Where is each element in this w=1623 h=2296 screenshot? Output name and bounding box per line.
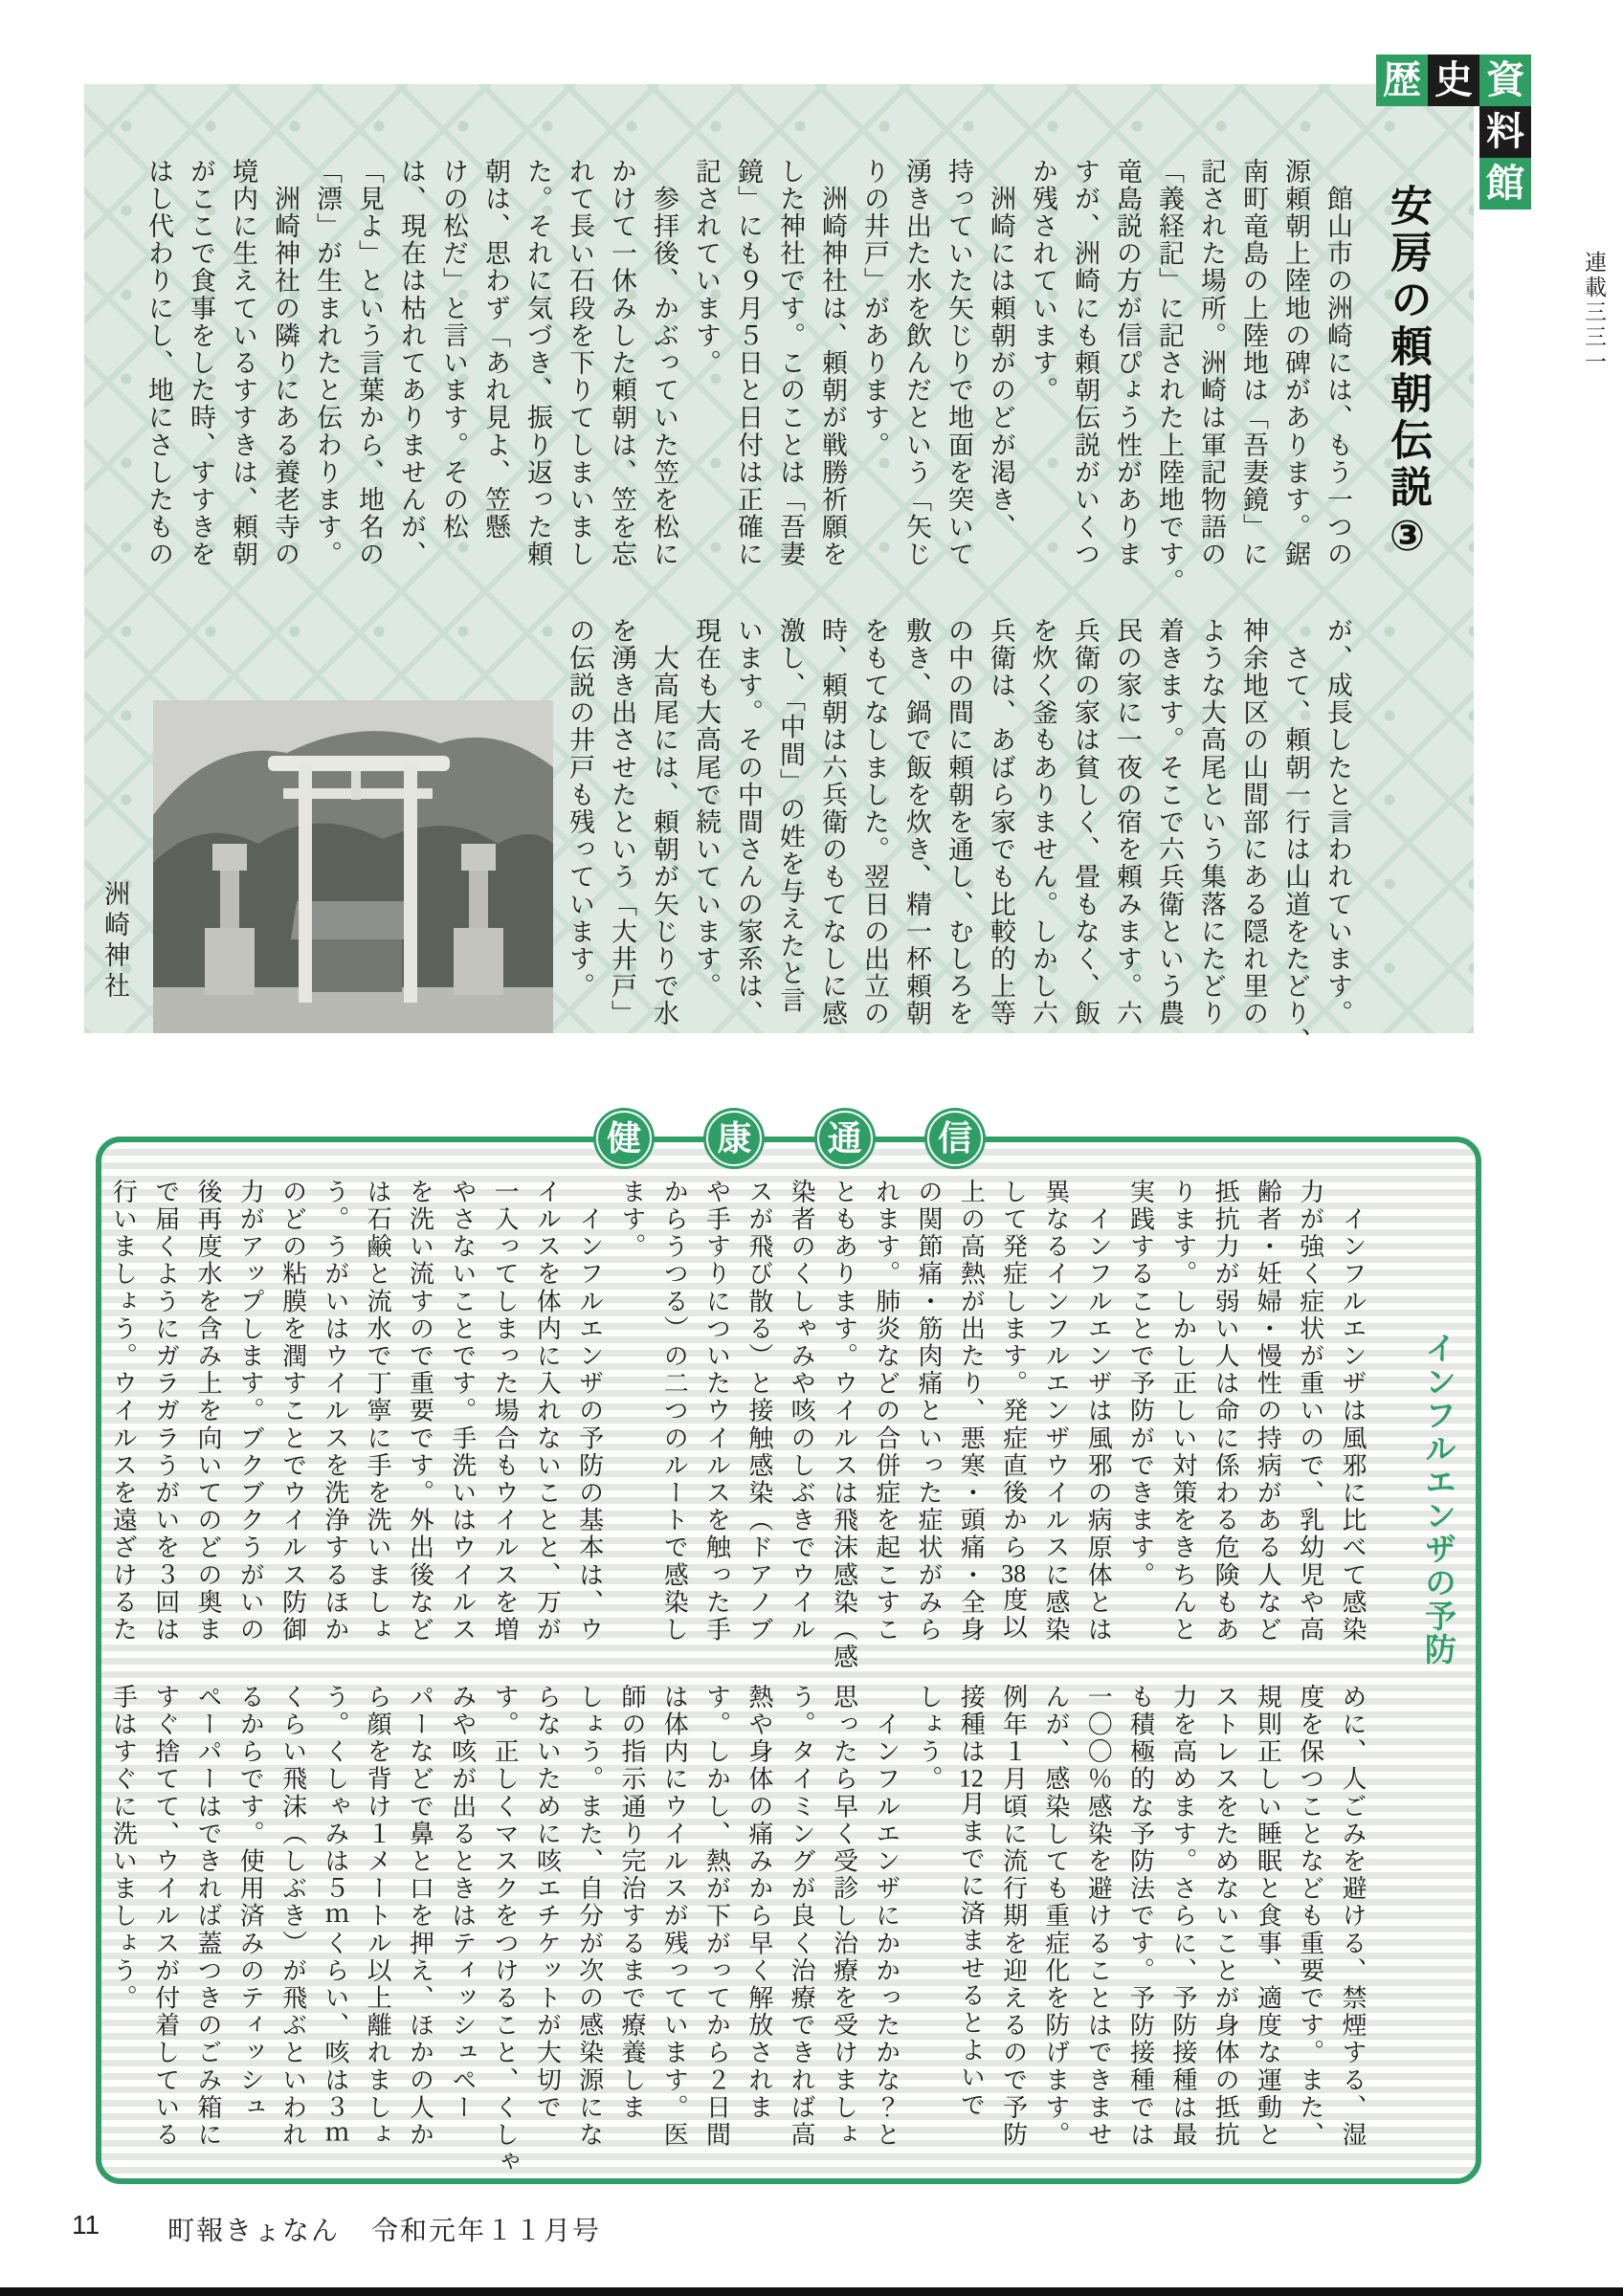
text-column: を炊く釜もありません。しかし六 <box>1029 617 1057 1027</box>
text-column: が、成長したと言われています。 <box>1323 617 1352 1027</box>
text-column: を洗い流すので重要です。外出後など <box>406 1179 434 1645</box>
text-column: 思ったら早く受診し治療を受けましょ <box>830 1684 858 2150</box>
health-article-title: インフルエンザの予防 <box>1421 1332 1456 1667</box>
text-column: 力が強く症状が重いので、乳幼児や高 <box>1296 1179 1324 1645</box>
text-column: 規則正しい睡眠と食事、適度な運動と <box>1254 1684 1282 2150</box>
text-column: 熱や身体の痛みから早く解放されま <box>745 1684 773 2122</box>
text-column: のどの粘膜を潤すことでウイルス防御 <box>278 1179 307 1645</box>
text-column: う。くしゃみは５ｍくらい、咳は３ｍ <box>321 1684 349 2150</box>
text-column: けの松だ」と言います。その松 <box>439 158 468 541</box>
photo-caption: 洲崎神社 <box>100 880 129 1003</box>
text-column: 館山市の洲崎には、もう一つの <box>1323 158 1352 568</box>
health-newsletter-header <box>593 1108 986 1171</box>
history-article-text-band-1 <box>138 158 1359 596</box>
text-column: 源頼朝上陸地の碑があります。鋸 <box>1281 158 1310 568</box>
text-column: さて、頼朝一行は山道をたどり、 <box>1281 617 1310 1055</box>
header-circle-char: 健 <box>593 1108 655 1169</box>
masthead-logo-char-4: 料 <box>1479 106 1531 158</box>
text-column: 記された場所。洲崎は軍記物語の <box>1197 158 1226 568</box>
masthead-logo-char-5: 館 <box>1479 158 1531 210</box>
text-column: 朝は、思わず「あれ見よ、笠懸 <box>481 158 510 541</box>
text-column: う。タイミングが良く治療できれば高 <box>788 1684 816 2150</box>
text-column: らないために咳エチケットが大切で <box>533 1684 562 2122</box>
text-column: 洲崎神社の隣りにある養老寺の <box>271 158 300 568</box>
photo-torii-right-pillar <box>404 763 417 1003</box>
text-column: ます。 <box>617 1179 646 1261</box>
text-column: 現在も大高尾で続いています。 <box>692 617 721 1001</box>
text-column: 抵抗力が弱い人は命に係わる危険もあ <box>1212 1179 1240 1645</box>
header-circle-char: 通 <box>814 1108 876 1169</box>
text-column: れます。肺炎などの合併症を起こすこ <box>872 1179 900 1645</box>
text-column: 洲崎神社は、頼朝が戦勝祈願を <box>818 158 847 568</box>
text-column: インフルエンザにかかったかな？と <box>872 1684 900 2150</box>
photo-torii-gakuzuka <box>351 771 361 800</box>
text-column: 竜島説の方が信ぴょう性がありま <box>1113 158 1142 568</box>
text-column: 上の高熱が出たり、悪寒・頭痛・全身 <box>957 1179 986 1645</box>
health-article-text-band-1 <box>100 1179 1373 1671</box>
text-column: インフルエンザは風邪に比べて感染 <box>1339 1179 1367 1645</box>
text-column: 記されています。 <box>692 158 721 377</box>
text-column: 接種は12月までに済ませるとよいで <box>957 1684 986 2120</box>
text-column: 「漂」が生まれたと伝わります。 <box>313 158 342 568</box>
text-column: ともあります。ウイルスは飛沫感染（感 <box>830 1179 858 1671</box>
text-column: はし代わりにし、地にさしたもの <box>145 158 173 568</box>
text-column: パーなどで鼻と口を押え、ほかの人か <box>406 1684 434 2150</box>
text-column: や手すりについたウイルスを触った手 <box>702 1179 731 1645</box>
text-column: からうつる）の二つのルートで感染し <box>660 1179 689 1645</box>
text-column: の中の間に頼朝を通し、むしろを <box>945 617 973 1027</box>
text-column: 神余地区の山間部にある隠れ里の <box>1239 617 1268 1027</box>
text-column: ら顔を背け１メートル以上離れましょ <box>364 1684 392 2150</box>
newsletter-name: 町報きょなん <box>167 2216 341 2245</box>
text-column: 齢者・妊婦・慢性の持病がある人など <box>1254 1179 1282 1645</box>
text-column: 「見よ」という言葉から、地名の <box>355 158 384 568</box>
text-column: りの井戸」があります。 <box>860 158 889 459</box>
text-column: くらい飛沫（しぶき）が飛ぶといわれ <box>278 1684 307 2150</box>
header-circle-char: 信 <box>924 1108 986 1169</box>
series-number-label: 連載三三一 <box>1582 251 1607 375</box>
text-column: を湧き出させたという「大井戸」 <box>608 617 636 1027</box>
text-column: れて長い石段を下りてしまいまし <box>566 158 594 568</box>
text-column: は石鹸と流水で丁寧に手を洗いましょ <box>364 1179 392 1645</box>
text-column: 持っていた矢じりで地面を突いて <box>945 158 973 568</box>
text-column: 力がアップします。ブクブクうがいの <box>236 1179 265 1645</box>
text-column: 手はすぐに洗いましょう。 <box>109 1684 138 2013</box>
text-column: がここで食事をした時、すすきを <box>187 158 215 568</box>
text-column: 南町竜島の上陸地は「吾妻鏡」に <box>1239 158 1268 568</box>
text-column: も積極的な予防法です。予防接種では <box>1126 1684 1155 2150</box>
text-column: 敷き、鍋で飯を炊き、精一杯頼朝 <box>902 617 931 1027</box>
text-column: すぐ捨てて、ウイルスが付着している <box>151 1684 180 2150</box>
text-column: るからです。使用済みのティッシュ <box>236 1684 265 2122</box>
text-column: 度を保つことなども重要です。また、 <box>1296 1684 1324 2150</box>
text-column: う。うがいはウイルスを洗浄するほか <box>321 1179 349 1645</box>
text-column: イルスを体内に入れないことと、万が <box>533 1179 562 1645</box>
text-column: インフルエンザの予防の基本は、ウ <box>575 1179 604 1645</box>
text-column: 行いましょう。ウイルスを遠ざけるた <box>109 1179 138 1645</box>
text-column: 師の指示通り完治するまで療養しま <box>617 1684 646 2122</box>
text-column: す。しかし、熱が下がってから２日間 <box>702 1684 731 2150</box>
text-column: で届くようにガラガラうがいを３回は <box>151 1179 180 1645</box>
text-column: して発症します。発症直後から38度以 <box>999 1179 1028 1642</box>
photo-shrine-body <box>306 939 402 992</box>
text-column: 「義経記」に記された上陸地です。 <box>1155 158 1184 596</box>
text-column: めに、人ごみを避ける、禁煙する、湿 <box>1339 1684 1367 2150</box>
text-column: か残されています。 <box>1029 158 1057 405</box>
text-column: は体内にウイルスが残っています。医 <box>660 1684 689 2150</box>
page-bottom-edge <box>0 2287 1623 2296</box>
text-column: は、現在は枯れてありませんが、 <box>397 158 426 568</box>
history-article-title: 安房の頼朝伝説③ <box>1384 184 1431 565</box>
photo-torii-top-lintel <box>268 756 450 771</box>
text-column: す。正しくマスクをつけること、くしゃ <box>491 1684 520 2176</box>
text-column: 染者のくしゃみや咳のしぶきでウイル <box>788 1179 816 1645</box>
text-column: 実践することで予防ができます。 <box>1126 1179 1155 1589</box>
text-column: 兵衛は、あばら家でも比較的上等 <box>987 617 1015 1027</box>
health-article-text-band-2 <box>100 1684 1373 2176</box>
photo-torii-left-pillar <box>299 763 312 1003</box>
text-column: 激し、「中間」の姓を与えたと言 <box>776 617 805 1015</box>
text-column: しょう。また、自分が次の感染源にな <box>575 1684 604 2150</box>
header-circle-char: 康 <box>703 1108 765 1169</box>
masthead-logo-char-2: 史 <box>1428 55 1479 106</box>
text-column: 湧き出た水を飲んだという「矢じ <box>902 158 931 568</box>
text-column: ペーパーはできれば蓋つきのごみ箱に <box>193 1684 222 2150</box>
text-column: 兵衛の家は貧しく、畳もなく、飯 <box>1071 617 1100 1027</box>
text-column: 鏡」にも９月５日と日付は正確に <box>734 158 763 568</box>
text-column: インフルエンザは風邪の病原体とは <box>1084 1179 1113 1645</box>
text-column: すが、洲崎にも頼朝伝説がいくつ <box>1071 158 1100 568</box>
masthead-logo-char-1: 歴 <box>1376 55 1428 106</box>
page-number: 11 <box>72 2210 100 2240</box>
text-column: 大高尾には、頼朝が矢じりで水 <box>650 617 678 1027</box>
text-column: た。それに気づき、振り返った頼 <box>523 158 552 568</box>
shrine-photo <box>153 700 553 1033</box>
text-column: 後再度水を含み上を向いてのどの奥ま <box>193 1179 222 1645</box>
text-column: ストレスをためないことが身体の抵抗 <box>1212 1684 1240 2150</box>
text-column: ります。しかし正しい対策をきちんと <box>1168 1179 1197 1645</box>
text-column: んが、感染しても重症化を防げます。 <box>1041 1684 1070 2150</box>
text-column: 民の家に一夜の宿を頼みます。六 <box>1113 617 1142 1027</box>
issue-label: 令和元年１１月号 <box>371 2216 602 2245</box>
text-column: 一〇〇％感染を避けることはできませ <box>1084 1684 1113 2150</box>
text-column: しょう。 <box>915 1684 944 1794</box>
history-article-text-band-2 <box>559 617 1359 1055</box>
text-column: スが飛び散る）と接触感染（ドアノブ <box>745 1179 773 1645</box>
text-column: した神社です。このことは「吾妻 <box>776 158 805 568</box>
text-column: をもてなしました。翌日の出立の <box>860 617 889 1027</box>
text-column: 洲崎には頼朝がのどが渇き、 <box>987 158 1015 541</box>
masthead-logo-char-3: 資 <box>1479 55 1531 106</box>
text-column: います。その中間さんの家系は、 <box>734 617 763 1027</box>
text-column: 着きます。そこで六兵衛という農 <box>1155 617 1184 1027</box>
text-column: かけて一休みした頼朝は、笠を忘 <box>608 158 636 568</box>
text-column: 例年１月頃に流行期を迎えるので予防 <box>999 1684 1028 2150</box>
text-column: 異なるインフルエンザウイルスに感染 <box>1041 1179 1070 1645</box>
text-column: 一入ってしまった場合もウイルスを増 <box>491 1179 520 1645</box>
text-column: やさないことです。手洗いはウイルス <box>448 1179 477 1645</box>
text-column: ような大高尾という集落にたどり <box>1197 617 1226 1027</box>
page-footer <box>0 2210 1623 2248</box>
text-column: 参拝後、かぶっていた笠を松に <box>650 158 678 568</box>
text-column: 時、頼朝は六兵衛のもてなしに感 <box>818 617 847 1027</box>
text-column: 境内に生えているすすきは、頼朝 <box>229 158 257 568</box>
text-column: みや咳が出るときはティッシュペー <box>448 1684 477 2122</box>
text-column: の関節痛・筋肉痛といった症状がみら <box>915 1179 944 1645</box>
text-column: 力を高めます。さらに、予防接種は最 <box>1168 1684 1197 2150</box>
text-column: の伝説の井戸も残っています。 <box>566 617 594 1001</box>
